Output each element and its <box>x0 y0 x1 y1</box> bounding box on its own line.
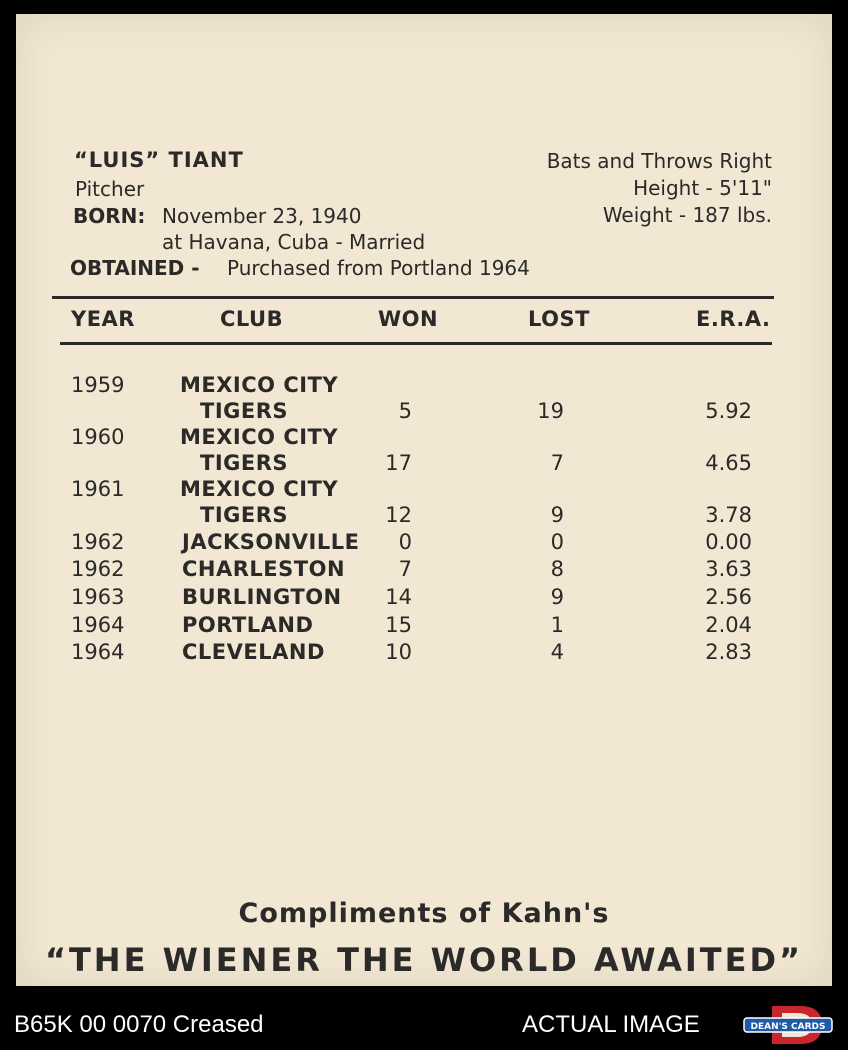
row-won: 17 <box>385 451 412 475</box>
row-club: JACKSONVILLE <box>182 530 360 554</box>
row-lost: 9 <box>550 503 564 527</box>
row-year: 1962 <box>71 557 125 581</box>
row-era: 5.92 <box>705 399 752 423</box>
row-lost: 0 <box>550 530 564 554</box>
obtained-value: Purchased from Portland 1964 <box>227 256 530 280</box>
row-club: MEXICO CITY <box>180 477 339 501</box>
row-won: 10 <box>385 640 412 664</box>
row-club: MEXICO CITY <box>180 425 339 449</box>
header-club: CLUB <box>220 307 284 331</box>
row-won: 12 <box>385 503 412 527</box>
born-label: BORN: <box>73 204 146 228</box>
header-era: E.R.A. <box>696 307 771 331</box>
row-club: MEXICO CITY <box>180 373 339 397</box>
deans-cards-logo <box>742 1004 834 1046</box>
row-lost: 8 <box>550 557 564 581</box>
row-era: 3.63 <box>705 557 752 581</box>
row-year: 1959 <box>71 373 125 397</box>
row-era: 4.65 <box>705 451 752 475</box>
player-name: “LUIS” TIANT <box>74 148 244 172</box>
actual-image-label: ACTUAL IMAGE <box>522 1011 700 1038</box>
row-era: 3.78 <box>705 503 752 527</box>
row-year: 1963 <box>71 585 125 609</box>
row-won: 15 <box>385 613 412 637</box>
row-era: 0.00 <box>705 530 752 554</box>
header-year: YEAR <box>71 307 135 331</box>
row-era: 2.04 <box>705 613 752 637</box>
born-place: at Havana, Cuba - Married <box>162 230 426 254</box>
row-club-line2: TIGERS <box>200 399 289 423</box>
footer-sponsor: Compliments of Kahn's <box>238 898 610 929</box>
player-position: Pitcher <box>75 177 145 201</box>
card-caption: B65K 00 0070 Creased <box>14 1011 264 1038</box>
row-era: 2.56 <box>705 585 752 609</box>
row-lost: 7 <box>550 451 564 475</box>
bats-throws: Bats and Throws Right <box>546 149 772 173</box>
row-era: 2.83 <box>705 640 752 664</box>
header-won: WON <box>378 307 439 331</box>
row-lost: 19 <box>537 399 564 423</box>
row-lost: 9 <box>550 585 564 609</box>
logo-text: DEAN'S CARDS <box>750 1022 826 1032</box>
row-year: 1964 <box>71 613 125 637</box>
row-won: 0 <box>398 530 412 554</box>
row-year: 1961 <box>71 477 125 501</box>
row-year: 1960 <box>71 425 125 449</box>
row-club-line2: TIGERS <box>200 503 289 527</box>
footer-slogan: “THE WIENER THE WORLD AWAITED” <box>44 941 804 979</box>
baseball-card-back <box>16 14 832 986</box>
table-header-rule <box>60 342 772 345</box>
row-won: 14 <box>385 585 412 609</box>
row-lost: 4 <box>550 640 564 664</box>
row-club: PORTLAND <box>182 613 314 637</box>
born-date: November 23, 1940 <box>162 204 362 228</box>
row-won: 5 <box>398 399 412 423</box>
row-club: BURLINGTON <box>182 585 342 609</box>
row-club-line2: TIGERS <box>200 451 289 475</box>
player-weight: Weight - 187 lbs. <box>602 203 772 227</box>
table-top-rule <box>52 296 774 299</box>
row-year: 1964 <box>71 640 125 664</box>
row-won: 7 <box>398 557 412 581</box>
header-lost: LOST <box>528 307 590 331</box>
row-club: CLEVELAND <box>182 640 325 664</box>
player-height: Height - 5'11" <box>633 176 772 200</box>
row-year: 1962 <box>71 530 125 554</box>
row-lost: 1 <box>550 613 564 637</box>
obtained-label: OBTAINED - <box>70 256 200 280</box>
row-club: CHARLESTON <box>182 557 346 581</box>
